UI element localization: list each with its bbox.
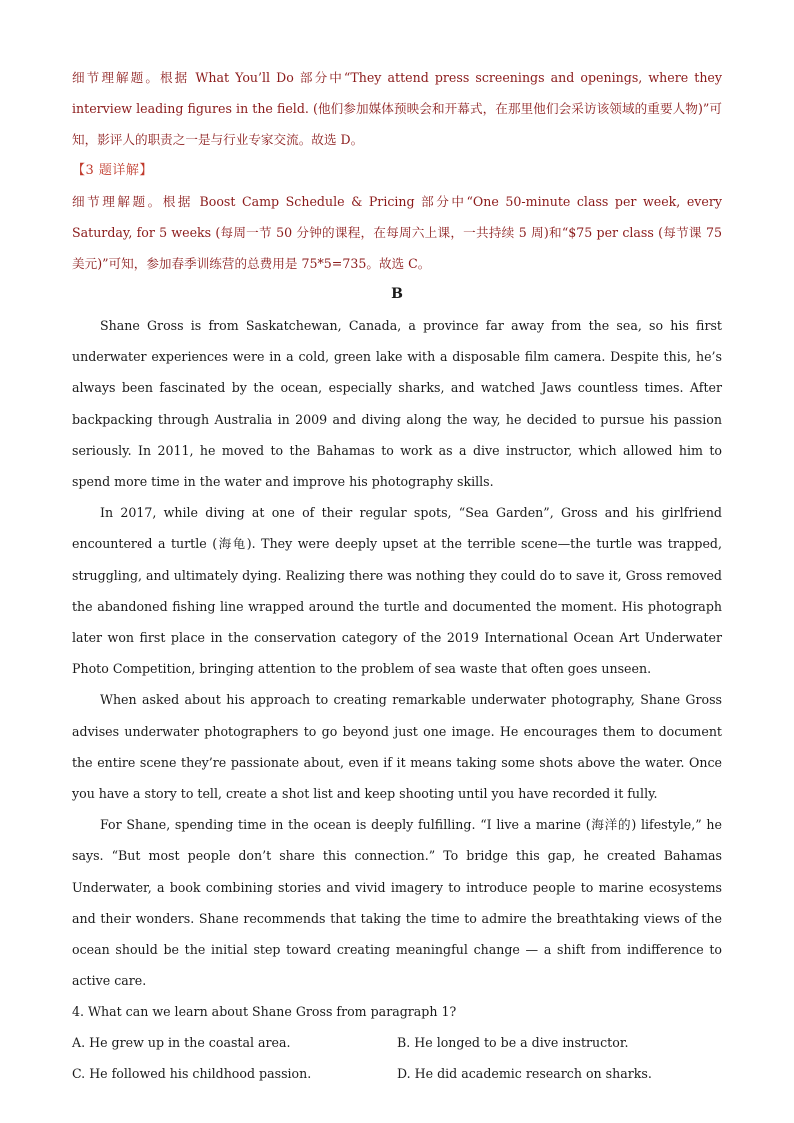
explanation-question-3: 细节理解题。根据 Boost Camp Schedule & Pricing 部分中“One 50-minute class per week, every Saturday, for 5 weeks (每周一节 50 分钟的课程，在每周六上课，一共持续 5 周)和“$75 per class (每节课 75 美元)”可知，参加春季训练营的总费用是 75*5=735。故选 C。: [72, 194, 722, 271]
option-c: C. He followed his childhood passion.: [72, 1066, 312, 1082]
option-d: D. He did academic research on sharks.: [397, 1066, 652, 1082]
passage-paragraph-1: Shane Gross is from Saskatchewan, Canada, a province far away from the sea, so his first underwater experiences were in a cold, green lake with a disposable film camera. Despite this, he’s always been fascinated by the ocean, especially sharks, and watched Jaws countless times. After backpacking through Australia in 2009 and diving along the way, he decided to pursue his passion seriously. In 2011, he moved to the Bahamas to work as a dive instructor, which allowed him to spend more time in the water and improve his photography skills.: [72, 318, 722, 490]
option-b: B. He longed to be a dive instructor.: [397, 1035, 629, 1051]
section-letter: B: [391, 286, 403, 302]
passage-paragraph-2: In 2017, while diving at one of their regular spots, “Sea Garden”, Gross and his girlfriend encountered a turtle (海龟). They were deeply upset at the terrible scene—the turtle was trapped, struggling, and ultimately dying. Realizing there was nothing they could do to save it, Gross removed the abandoned fishing line wrapped around the turtle and documented the moment. His photograph later won first place in the conservation category of the 2019 International Ocean Art Underwater Photo Competition, bringing attention to the problem of sea waste that often goes unseen.: [72, 505, 722, 677]
option-a: A. He grew up in the coastal area.: [72, 1035, 291, 1051]
passage-paragraph-3: When asked about his approach to creating remarkable underwater photography, Shane Gross advises underwater photographers to go beyond just one image. He encourages them to document the entire scene they’re passionate about, even if it means taking some shots above the water. Once you have a story to tell, create a shot list and keep shooting until you have recorded it fully.: [72, 692, 722, 802]
question-stem: 4. What can we learn about Shane Gross from paragraph 1?: [72, 1004, 457, 1020]
explanation-question-2: 细节理解题。根据 What You’ll Do 部分中“They attend press screenings and openings, where they interview leading figures in the field. (他们参加媒体预映会和开幕式，在那里他们会采访该领域的重要人物)”可知，影评人的职责之一是与行业专家交流。故选 D。: [72, 70, 722, 147]
heading-question-3: 【3 题详解】: [72, 163, 153, 178]
answer-options: [72, 1027, 722, 1089]
passage-paragraph-4: For Shane, spending time in the ocean is deeply fulfilling. “I live a marine (海洋的) lifestyle,” he says. “But most people don’t share this connection.” To bridge this gap, he created Bahamas Underwater, a book combining stories and vivid imagery to introduce people to marine ecosystems and their wonders. Shane recommends that taking the time to admire the breathtaking views of the ocean should be the initial step toward creating meaningful change — a shift from indifference to active care.: [72, 817, 722, 989]
document-page: [72, 62, 722, 1089]
